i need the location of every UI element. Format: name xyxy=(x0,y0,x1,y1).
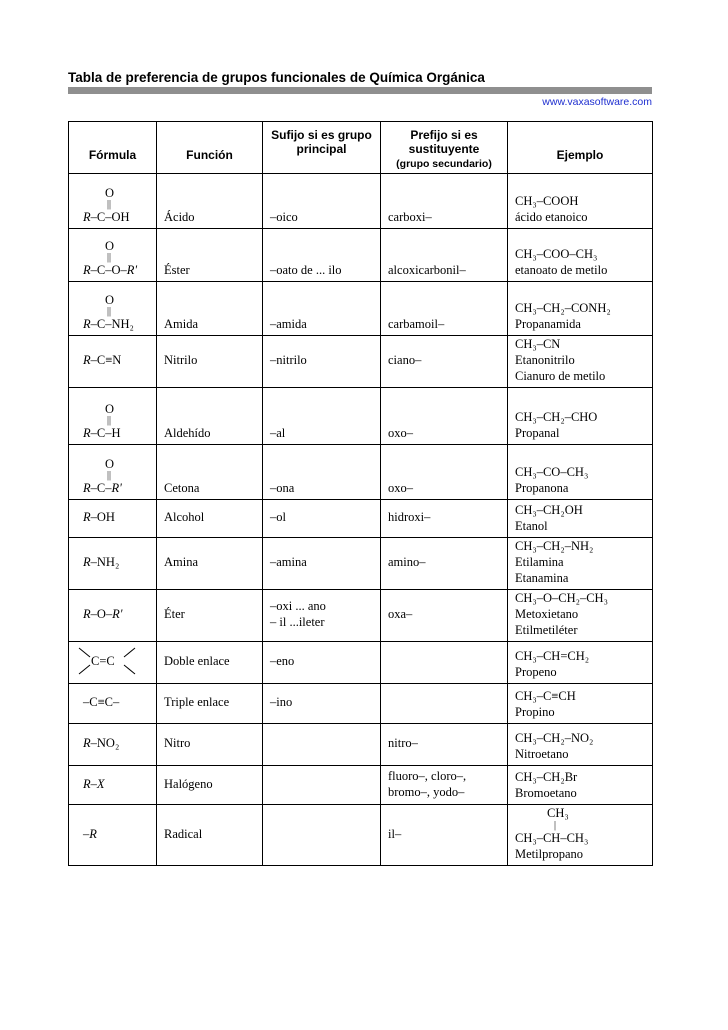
cell-sufijo: –amida xyxy=(263,282,381,336)
carbonyl-stack xyxy=(83,187,156,209)
carbonyl-oxygen: O xyxy=(105,457,115,471)
cell-formula xyxy=(69,766,157,805)
example-name: Metilpropano xyxy=(515,847,584,861)
cell-sufijo xyxy=(263,724,381,766)
cell-prefijo: nitro– xyxy=(381,724,508,766)
formula-text: R–C–H xyxy=(83,426,121,440)
cell-formula xyxy=(69,642,157,684)
example-formula: CH₃–CH₂–CONH₂ xyxy=(515,301,611,315)
cell-funcion: Radical xyxy=(157,805,263,866)
cell-sufijo: –al xyxy=(263,388,381,445)
cell-funcion: Nitro xyxy=(157,724,263,766)
cell-ejemplo xyxy=(508,388,653,445)
formula-text: R–O–R' xyxy=(83,607,123,621)
cell-ejemplo xyxy=(508,724,653,766)
cell-ejemplo xyxy=(508,336,653,388)
table-row xyxy=(69,282,653,336)
cell-prefijo: hidroxi– xyxy=(381,500,508,538)
formula-text: R–C–O–R' xyxy=(83,263,138,277)
cell-formula xyxy=(69,174,157,229)
alkene-label: C=C xyxy=(91,654,115,668)
cell-sufijo: –amina xyxy=(263,538,381,590)
cell-prefijo: il– xyxy=(381,805,508,866)
cell-funcion: Halógeno xyxy=(157,766,263,805)
example-formula: CH₃–CH₂–NH₂ xyxy=(515,539,594,553)
cell-formula xyxy=(69,724,157,766)
example-name: Nitroetano xyxy=(515,747,569,761)
col-header-ejemplo: Ejemplo xyxy=(508,122,653,174)
cell-formula xyxy=(69,388,157,445)
example-name: Cianuro de metilo xyxy=(515,369,606,383)
cell-ejemplo xyxy=(508,684,653,724)
col-header-prefijo xyxy=(381,122,508,174)
table-row xyxy=(69,642,653,684)
table-row xyxy=(69,538,653,590)
example-name: Propanal xyxy=(515,426,560,440)
example-name: Bromoetano xyxy=(515,786,577,800)
double-bond-mark: || xyxy=(107,199,112,210)
formula-text: R–C≡N xyxy=(83,353,122,367)
cell-ejemplo xyxy=(508,282,653,336)
example-formula: CH₃–C≡CH xyxy=(515,689,576,703)
cell-prefijo: ciano– xyxy=(381,336,508,388)
example-formula: CH₃–O–CH₂–CH₃ xyxy=(515,591,608,605)
example-name: Etanamina xyxy=(515,571,569,585)
cell-ejemplo xyxy=(508,538,653,590)
formula-text: R–C–NH₂ xyxy=(83,317,134,331)
prefijo-line: bromo–, yodo– xyxy=(388,784,465,799)
cell-funcion: Alcohol xyxy=(157,500,263,538)
carbonyl-oxygen: O xyxy=(105,239,115,253)
prefijo-line: fluoro–, cloro–, xyxy=(388,768,467,783)
cell-prefijo: oxo– xyxy=(381,445,508,500)
double-bond-mark: || xyxy=(107,415,112,426)
carbonyl-oxygen: O xyxy=(105,402,115,416)
cell-prefijo xyxy=(381,684,508,724)
formula-text: R–C–R' xyxy=(83,481,122,495)
table-row xyxy=(69,500,653,538)
cell-ejemplo xyxy=(508,590,653,642)
website-link[interactable]: www.vaxasoftware.com xyxy=(542,96,652,108)
functional-groups-table xyxy=(68,121,653,866)
cell-ejemplo xyxy=(508,805,653,866)
cell-funcion: Doble enlace xyxy=(157,642,263,684)
table-row xyxy=(69,174,653,229)
cell-sufijo: –oico xyxy=(263,174,381,229)
double-bond-mark: || xyxy=(107,252,112,263)
example-name: Etilamina xyxy=(515,555,564,569)
cell-prefijo xyxy=(381,766,508,805)
double-bond-mark: || xyxy=(107,306,112,317)
sufijo-line: –oxi ... ano xyxy=(270,599,326,613)
example-formula: CH₃–CH₂–CHO xyxy=(515,410,598,424)
cell-prefijo: oxo– xyxy=(381,388,508,445)
table-row xyxy=(69,766,653,805)
cell-ejemplo xyxy=(508,500,653,538)
example-formula: CH₃–CH₂Br xyxy=(515,770,578,784)
example-name: etanoato de metilo xyxy=(515,263,608,277)
cell-funcion: Éster xyxy=(157,229,263,282)
cell-prefijo: carbamoil– xyxy=(381,282,508,336)
example-formula: CH₃–CO–CH₃ xyxy=(515,465,589,479)
example-name: Propino xyxy=(515,705,555,719)
col-header-prefijo-label: Prefijo si es sustituyente xyxy=(408,128,480,156)
cell-prefijo: amino– xyxy=(381,538,508,590)
cell-prefijo: alcoxicarbonil– xyxy=(381,229,508,282)
cell-funcion: Amida xyxy=(157,282,263,336)
cell-formula xyxy=(69,336,157,388)
branch-methyl: CH₃ xyxy=(547,806,569,820)
branch-bond: | xyxy=(554,820,557,831)
table-row xyxy=(69,805,653,866)
cell-sufijo xyxy=(263,766,381,805)
table-row xyxy=(69,445,653,500)
carbonyl-oxygen: O xyxy=(105,186,115,200)
table-row xyxy=(69,388,653,445)
title-underline-bar xyxy=(68,87,652,94)
example-name: ácido etanoico xyxy=(515,210,588,224)
example-formula: CH₃–CH–CH₃ xyxy=(515,831,589,845)
cell-prefijo xyxy=(381,642,508,684)
example-name: Propanamida xyxy=(515,317,581,331)
example-formula: CH₃–CN xyxy=(515,337,561,351)
formula-text: R–OH xyxy=(83,510,115,524)
example-formula: CH₃–COO–CH₃ xyxy=(515,247,598,261)
example-name: Propanona xyxy=(515,481,569,495)
branch-group xyxy=(515,805,652,830)
formula-text: –R xyxy=(83,826,97,841)
cell-ejemplo xyxy=(508,229,653,282)
cell-funcion: Amina xyxy=(157,538,263,590)
cell-prefijo: oxa– xyxy=(381,590,508,642)
formula-text: R–C–OH xyxy=(83,210,130,224)
cell-ejemplo xyxy=(508,174,653,229)
carbonyl-oxygen: O xyxy=(105,293,115,307)
formula-text: R–NH₂ xyxy=(83,555,120,569)
cell-sufijo: –ol xyxy=(263,500,381,538)
cell-funcion: Cetona xyxy=(157,445,263,500)
example-formula: CH₃–COOH xyxy=(515,194,579,208)
formula-text: R–X xyxy=(83,776,105,791)
cell-funcion: Ácido xyxy=(157,174,263,229)
example-name: Etanonitrilo xyxy=(515,353,575,367)
table-body xyxy=(69,174,653,866)
example-formula: CH₃–CH=CH₂ xyxy=(515,649,590,663)
cell-funcion: Aldehído xyxy=(157,388,263,445)
cell-sufijo: –oato de ... ilo xyxy=(263,229,381,282)
cell-formula xyxy=(69,590,157,642)
sufijo-line: – il ...ileter xyxy=(270,615,325,629)
cell-formula xyxy=(69,538,157,590)
example-name: Metoxietano xyxy=(515,607,579,621)
example-name: Etilmetiléter xyxy=(515,623,578,637)
carbonyl-stack xyxy=(83,403,156,425)
cell-funcion: Nitrilo xyxy=(157,336,263,388)
col-header-funcion: Función xyxy=(157,122,263,174)
cell-funcion: Éter xyxy=(157,590,263,642)
col-header-prefijo-note: (grupo secundario) xyxy=(396,158,492,170)
alkene-diagram xyxy=(77,646,137,676)
table-row xyxy=(69,336,653,388)
formula-text: R–NO₂ xyxy=(83,736,120,750)
cell-formula xyxy=(69,229,157,282)
cell-prefijo: carboxi– xyxy=(381,174,508,229)
table-header-row xyxy=(69,122,653,174)
cell-formula xyxy=(69,805,157,866)
cell-sufijo: –eno xyxy=(263,642,381,684)
example-name: Propeno xyxy=(515,665,557,679)
carbonyl-stack xyxy=(83,458,156,480)
cell-formula xyxy=(69,445,157,500)
cell-sufijo: –ino xyxy=(263,684,381,724)
formula-text: –C≡C– xyxy=(83,695,120,709)
cell-ejemplo xyxy=(508,445,653,500)
cell-funcion: Triple enlace xyxy=(157,684,263,724)
table-row xyxy=(69,684,653,724)
cell-formula xyxy=(69,500,157,538)
double-bond-mark: || xyxy=(107,470,112,481)
page-title: Tabla de preferencia de grupos funcionales de Química Orgánica xyxy=(68,70,485,85)
cell-sufijo: –ona xyxy=(263,445,381,500)
col-header-formula: Fórmula xyxy=(69,122,157,174)
table-row xyxy=(69,229,653,282)
cell-sufijo xyxy=(263,805,381,866)
carbonyl-stack xyxy=(83,294,156,316)
cell-sufijo xyxy=(263,590,381,642)
carbonyl-stack xyxy=(83,240,156,262)
example-formula: CH₃–CH₂OH xyxy=(515,503,583,517)
cell-formula xyxy=(69,684,157,724)
cell-ejemplo xyxy=(508,642,653,684)
col-header-sufijo: Sufijo si es grupo principal xyxy=(263,122,381,174)
example-formula: CH₃–CH₂–NO₂ xyxy=(515,731,594,745)
table-row xyxy=(69,590,653,642)
cell-sufijo: –nitrilo xyxy=(263,336,381,388)
example-name: Etanol xyxy=(515,519,548,533)
cell-formula xyxy=(69,282,157,336)
cell-ejemplo xyxy=(508,766,653,805)
table-row xyxy=(69,724,653,766)
